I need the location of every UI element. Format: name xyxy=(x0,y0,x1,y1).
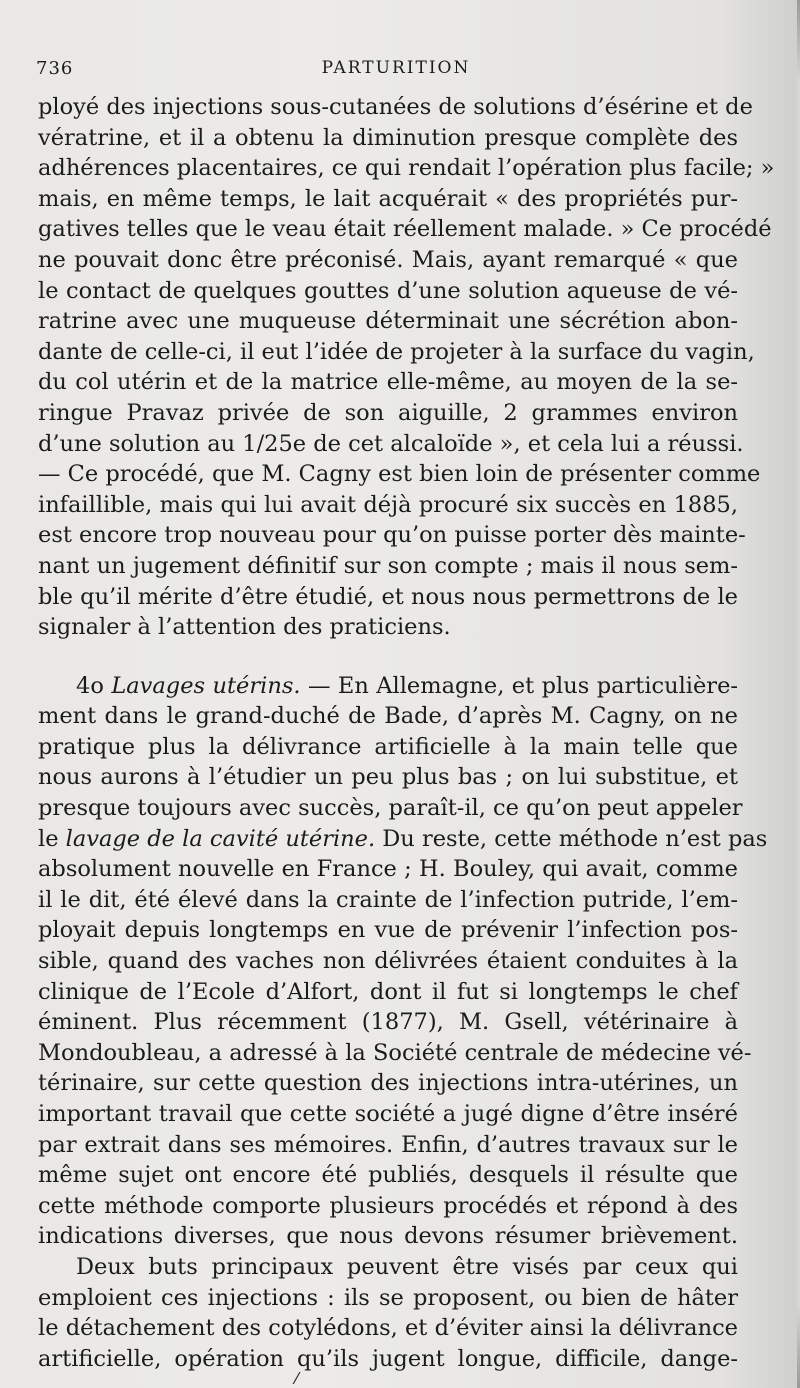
text-line: clinique de l’Ecole d’Alfort, dont il fut si longtemps le chef xyxy=(38,978,738,1005)
paragraph-2-continuation xyxy=(38,854,752,1252)
text-line: gatives telles que le veau était réellement malade. » Ce procédé xyxy=(38,216,772,243)
text-line: térinaire, sur cette question des injections intra-utérines, un xyxy=(38,1070,738,1097)
paragraph-2-lines xyxy=(38,701,743,823)
paragraph-3 xyxy=(38,1252,738,1374)
text-line: ble qu’il mérite d’être étudié, et nous nous permettrons de le xyxy=(38,583,738,610)
text-line: le détachement des cotylédons, et d’éviter ainsi la délivrance xyxy=(38,1315,738,1342)
text-line: Deux buts principaux peuvent être visés par ceux qui xyxy=(76,1253,738,1280)
text-line: important travail que cette société a jugé digne d’être inséré xyxy=(38,1101,738,1127)
text-line: du col utérin et de la matrice elle-même, au moyen de la se- xyxy=(38,369,738,396)
page-number: 736 xyxy=(36,58,74,79)
text-line: ployait depuis longtemps en vue de prévenir l’infection pos- xyxy=(38,917,738,944)
italic-line-rest: Du reste, cette méthode n’est pas xyxy=(375,825,768,852)
text-line: artificielle, opération qu’ils jugent longue, difficile, dange- xyxy=(38,1345,738,1372)
footer-mark: / xyxy=(292,1367,302,1388)
text-line: il le dit, été élevé dans la crainte de l’infection putride, l’em- xyxy=(38,886,738,913)
text-line: ringue Pravaz privée de son aiguille, 2 grammes environ xyxy=(38,399,738,426)
body-text xyxy=(38,92,775,1374)
text-line: nous aurons à l’étudier un peu plus bas ; on lui substitue, et xyxy=(38,764,738,791)
page-header xyxy=(36,58,756,82)
text-line: ployé des injections sous-cutanées de solutions d’ésérine et de xyxy=(38,94,753,120)
text-line: — Ce procédé, que M. Cagny est bien loin de présenter comme xyxy=(38,461,761,488)
text-line: infaillible, mais qui lui avait déjà procuré six succès en 1885, xyxy=(38,491,738,518)
text-line: mais, en même temps, le lait acquérait « des propriétés pur- xyxy=(38,185,738,212)
text-line: emploient ces injections : ils se proposent, ou bien de hâter xyxy=(38,1284,738,1311)
paragraph-gap xyxy=(38,643,738,671)
text-line: absolument nouvelle en France ; H. Bouley, qui avait, comme xyxy=(38,856,738,883)
text-line: signaler à l’attention des praticiens. xyxy=(38,614,451,641)
text-line: ment dans le grand-duché de Bade, d’après M. Cagny, on ne xyxy=(38,703,738,730)
text-line: ratrine avec une muqueuse déterminait une sécrétion abon- xyxy=(38,308,738,335)
text-line: sible, quand des vaches non délivrées étaient conduites à la xyxy=(38,948,738,975)
text-line: par extrait dans ses mémoires. Enfin, d’autres travaux sur le xyxy=(38,1131,738,1158)
section-number: 4o xyxy=(76,672,104,699)
italic-line-prefix: le xyxy=(38,825,66,852)
text-line: cette méthode comporte plusieurs procédés et répond à des xyxy=(38,1192,738,1219)
text-line: presque toujours avec succès, paraît-il, ce qu’on peut appeler xyxy=(38,795,743,822)
text-line: le contact de quelques gouttes d’une solution aqueuse de vé- xyxy=(38,277,738,304)
italic-term-line xyxy=(38,824,768,855)
italic-term: lavage de la cavité utérine. xyxy=(65,825,376,852)
text-line: est encore trop nouveau pour qu’on puisse porter dès mainte- xyxy=(38,522,746,549)
text-line: même sujet ont encore été publiés, desquels il résulte que xyxy=(38,1162,738,1189)
paragraph-1 xyxy=(38,92,775,643)
text-line: d’une solution au 1/25e de cet alcaloïde », et cela lui a réussi. xyxy=(38,430,744,457)
text-line: Mondoubleau, a adressé à la Société centrale de médecine vé- xyxy=(38,1039,752,1066)
text-line: vératrine, et il a obtenu la diminution presque complète des xyxy=(38,124,738,151)
text-line: dante de celle-ci, il eut l’idée de projeter à la surface du vagin, xyxy=(38,338,755,365)
running-head: PARTURITION xyxy=(321,58,471,78)
text-line: adhérences placentaires, ce qui rendait l’opération plus facile; » xyxy=(38,155,775,182)
paragraph-2 xyxy=(38,671,768,1252)
text-line: pratique plus la délivrance artificielle à la main telle que xyxy=(38,733,738,760)
text-line: nant un jugement définitif sur son compte ; mais il nous sem- xyxy=(38,552,738,579)
section-title: Lavages utérins. xyxy=(111,672,301,699)
text-line: ne pouvait donc être préconisé. Mais, ayant remarqué « que xyxy=(38,246,738,273)
text-line: éminent. Plus récemment (1877), M. Gsell, vétérinaire à xyxy=(38,1009,738,1036)
section-heading-line xyxy=(38,671,738,702)
text-line: indications diverses, que nous devons résumer brièvement. xyxy=(38,1223,738,1250)
section-heading-rest: — En Allemagne, et plus particulière- xyxy=(300,672,738,699)
